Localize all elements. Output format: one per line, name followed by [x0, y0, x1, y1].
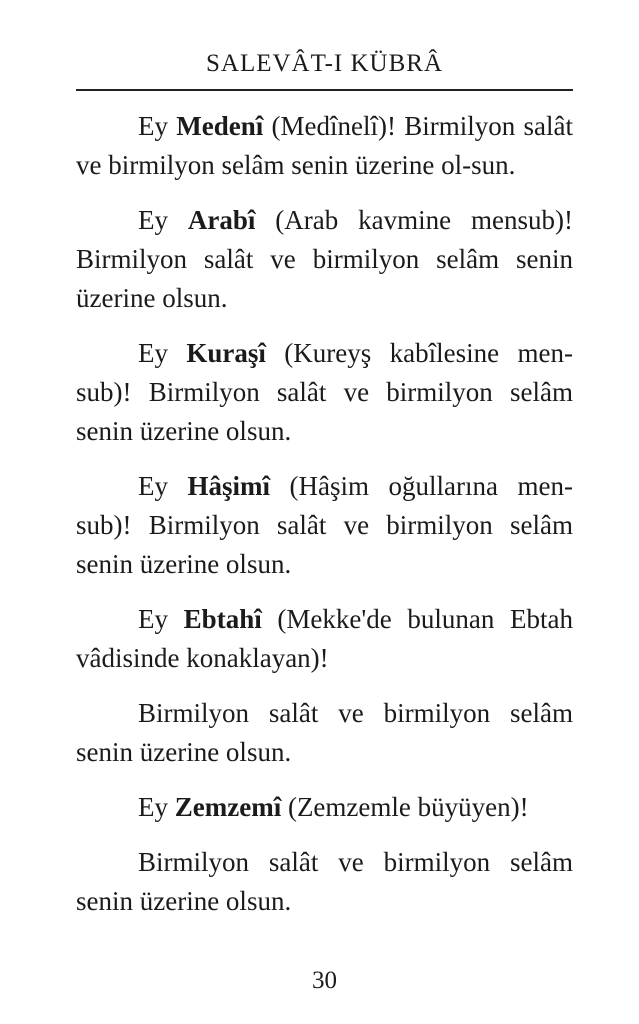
paragraph-text: (Mekke'de bulunan Ebtah vâdisinde konaklayan)!: [76, 604, 574, 673]
paragraph-kurasi: [76, 334, 573, 451]
paragraph-lead: Ey: [138, 338, 187, 368]
paragraph-text: (Kureyş kabîlesine men-sub)! Birmilyon salât ve birmilyon selâm senin üzerine olsun.: [76, 338, 573, 446]
paragraph-text: Birmilyon salât ve birmilyon selâm senin üzerine olsun.: [76, 698, 573, 767]
paragraph-blessing: [76, 694, 573, 772]
paragraph-text: (Arab kavmine mensub)! Birmilyon salât ve birmilyon selâm senin üzerine olsun.: [76, 205, 573, 313]
page-body: [76, 107, 573, 921]
paragraph-lead: Ey: [138, 471, 188, 501]
epithet-name: Zemzemî: [174, 792, 282, 822]
paragraph-hasimi: [76, 467, 573, 584]
paragraph-lead: Ey: [138, 111, 177, 141]
epithet-name: Arabî: [187, 205, 256, 235]
paragraph-blessing: [76, 843, 573, 921]
paragraph-arabi: [76, 201, 573, 318]
paragraph-lead: Ey: [138, 205, 188, 235]
paragraph-medeni: [76, 107, 573, 185]
paragraph-text: Birmilyon salât ve birmilyon selâm senin üzerine olsun.: [76, 847, 573, 916]
epithet-name: Kuraşî: [186, 338, 266, 368]
page-number: 30: [312, 967, 337, 994]
epithet-name: Ebtahî: [183, 604, 262, 634]
paragraph-text: (Zemzemle büyüyen)!: [281, 792, 529, 822]
paragraph-lead: Ey: [138, 792, 175, 822]
paragraph-ebtahi: [76, 600, 573, 678]
paragraph-lead: Ey: [138, 604, 184, 634]
paragraph-zemzemi: [76, 788, 573, 827]
running-header: SALEVÂT-I KÜBRÂ: [206, 50, 443, 77]
epithet-name: Medenî: [176, 111, 264, 141]
epithet-name: Hâşimî: [187, 471, 271, 501]
paragraph-text: (Hâşim oğullarına men-sub)! Birmilyon salât ve birmilyon selâm senin üzerine olsun.: [76, 471, 573, 579]
header-rule: [76, 89, 573, 91]
paragraph-text: (Medînelî)! Birmilyon salât ve birmilyon selâm senin üzerine ol-sun.: [76, 111, 573, 180]
